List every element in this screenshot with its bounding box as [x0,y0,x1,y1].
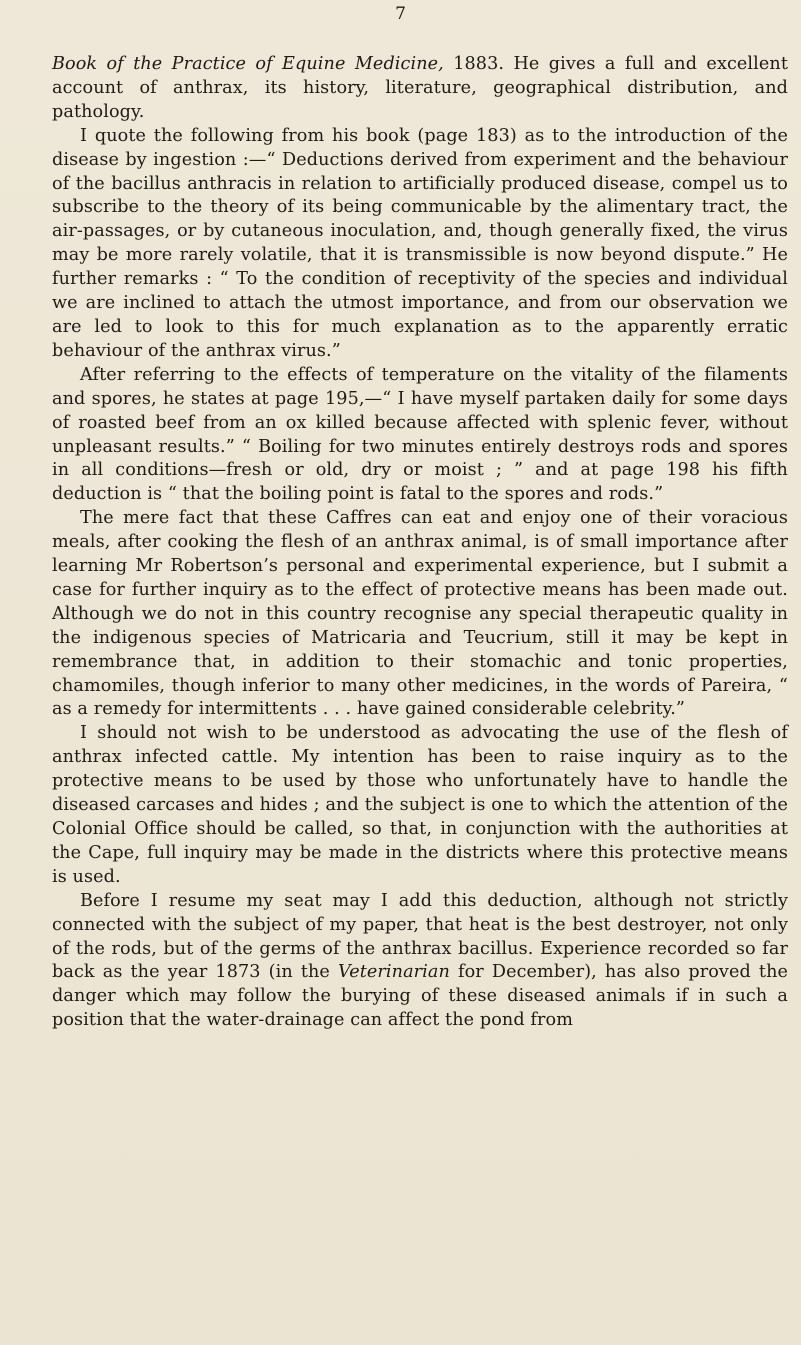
paragraph-2: I quote the following from his book (page 183) as to the introduction of the disease by ingestion :—“ Deductions derived from experiment and the behaviour of the bacillus anthracis in relation to artificially produced disease, compel us to subscribe to the theory of its being communicable by the alimentary tract, the air-passages, or by cutaneous inoculation, and, though generally fixed, the virus may be more rarely volatile, that it is transmissible is now beyond dispute.” He further remarks : “ To the condition of receptivity of the species and individual we are inclined to attach the utmost importance, and from our observation we are led to look to this for much explanation as to the apparently erratic behaviour of the anthrax virus.” [52,125,788,361]
paragraph-4: The mere fact that these Caffres can eat and enjoy one of their voracious meals, after cooking the flesh of an anthrax animal, is of small importance after learning Mr Robertson’s personal and experimental experience, but I submit a case for further inquiry as to the effect of protective means has been made out. Although we do not in this country recognise any special therapeutic quality in the indigenous species of Matricaria and Teucrium, still it may be kept in remembrance that, in addition to their stomachic and tonic properties, chamomiles, though inferior to many other medicines, in the words of Pareira, “ as a remedy for intermittents . . . have gained considerable celebrity.” [52,508,788,720]
journal-title: Veterinarian [338,962,450,983]
paragraph-3: After referring to the effects of temperature on the vitality of the filaments and spores, he states at page 195,—“ I have myself partaken daily for some days of roasted beef from an ox killed because affected with splenic fever, without unpleasant results.” “ Boiling for two minutes entirely destroys rods and spores in all conditions—fresh or old, dry or moist ; ” and at page 198 his fifth deduction is “ that the boiling point is fatal to the spores and rods.” [52,364,788,505]
paragraph-6 [52,890,788,1033]
paragraph-1-text: 1883. He gives a full and excellent account of anthrax, its history, literature, geographical distribution, and pathology. [52,54,789,122]
paragraph-1 [52,53,788,125]
paragraph-6-text-end: for December), has also proved the danger which may follow the burying of these diseased animals if in such a position that the water-drainage can affect the pond from [52,962,789,1031]
paragraph-5: I should not wish to be understood as advocating the use of the flesh of anthrax infected cattle. My intention has been to raise inquiry as to the protective means to be used by those who unfortunately have to handle the diseased carcases and hides ; and the subject is one to which the attention of the Colonial Office should be called, so that, in conjunction with the authorities at the Cape, full inquiry may be made in the districts where this protective means is used. [52,723,788,887]
book-title: Book of the Practice of Equine Medicine, [52,54,444,74]
page-number: 7 [395,4,406,24]
paragraph-6-text-start: Before I resume my seat may I add this deduction, although not strictly connected with the subject of my paper, that heat is the best destroyer, not only of the rods, but of the germs of the anthrax bacillus. Experience recorded so far back as the year 1873 (in the [52,890,788,983]
body-text [52,53,788,1033]
